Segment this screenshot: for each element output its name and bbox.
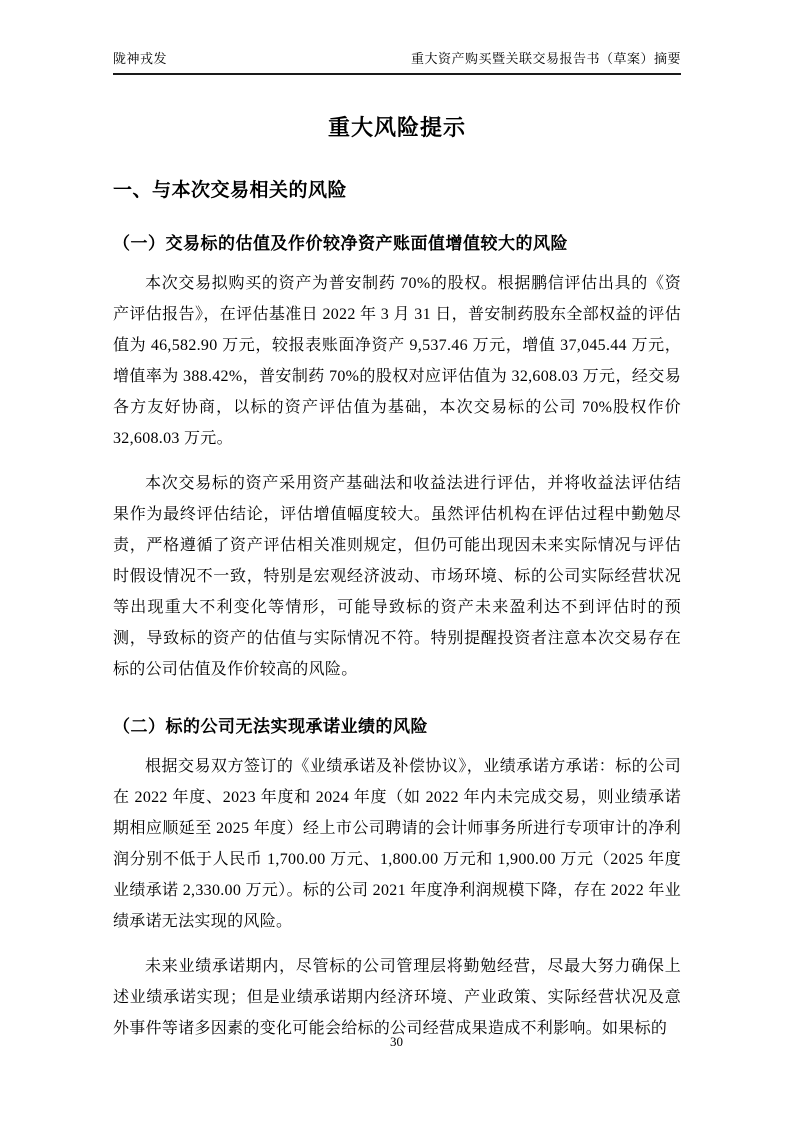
- page-title: 重大风险提示: [327, 115, 466, 140]
- page-header: [113, 48, 681, 75]
- paragraph: 本次交易拟购买的资产为普安制药 70%的股权。根据鹏信评估出具的《资产评估报告》，在评估基准日 2022 年 3 月 31 日，普安制药股东全部权益的评估值为 46,582.90 万元，较报表账面净资产 9,537.46 万元，增值 37,045.44 万元，增值率为 388.42%，普安制药 70%的股权对应评估值为 32,608.03 万元，经交易各方友好协商，以标的资产评估值为基础，本次交易标的公司 70%股权作价 32,608.03 万元。: [113, 275, 681, 447]
- subsection-heading-1-2: （二）标的公司无法实现承诺业绩的风险: [113, 717, 428, 736]
- header-company-name: 陇神戎发: [113, 51, 168, 66]
- paragraph: 未来业绩承诺期内，尽管标的公司管理层将勤勉经营，尽最大努力确保上述业绩承诺实现；但是业绩承诺期内经济环境、产业政策、实际经营状况及意外事件等诸多因素的变化可能会给标的公司经营成果造成不利影响。如果标的: [113, 958, 681, 1037]
- header-report-title: 重大资产购买暨关联交易报告书（草案）摘要: [410, 51, 681, 66]
- page-number: 30: [390, 1034, 403, 1049]
- subsection-heading-1-1: （一）交易标的估值及作价较净资产账面值增值较大的风险: [113, 234, 568, 253]
- paragraph: 根据交易双方签订的《业绩承诺及补偿协议》，业绩承诺方承诺：标的公司在 2022 年度、2023 年度和 2024 年度（如 2022 年内未完成交易，则业绩承诺期相应顺延至 2025 年度）经上市公司聘请的会计师事务所进行专项审计的净利润分别不低于人民币 1,700.00 万元、1,800.00 万元和 1,900.00 万元（2025 年度业绩承诺 2,330.00 万元）。标的公司 2021 年度净利润规模下降，存在 2022 年业绩承诺无法实现的风险。: [113, 758, 681, 930]
- paragraph: 本次交易标的资产采用资产基础法和收益法进行评估，并将收益法评估结果作为最终评估结论，评估增值幅度较大。虽然评估机构在评估过程中勤勉尽责，严格遵循了资产评估相关准则规定，但仍可能出现因未来实际情况与评估时假设情况不一致，特别是宏观经济波动、市场环境、标的公司实际经营状况等出现重大不利变化等情形，可能导致标的资产未来盈利达不到评估时的预测，导致标的资产的估值与实际情况不符。特别提醒投资者注意本次交易存在标的公司估值及作价较高的风险。: [113, 475, 681, 678]
- section-heading-1: 一、与本次交易相关的风险: [113, 180, 348, 201]
